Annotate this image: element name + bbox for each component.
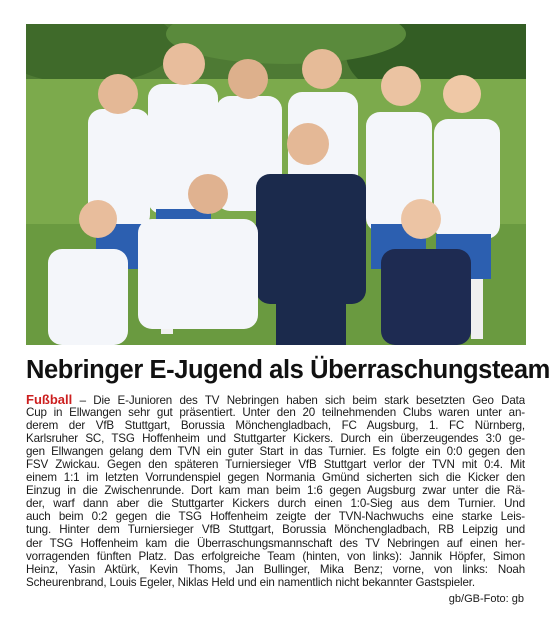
article-line: Scheurenbrand, Louis Egeler, Niklas Held und ein namentlich nicht bekannter Gastspieler.: [26, 575, 475, 589]
article-line: tung. Hinter dem Turniersieger VfB Stuttgart, Borussia Mönchengladbach, RB Leipzig und: [26, 523, 525, 537]
article-line: gen Ellwangen gelang dem TVN ein guter Start in das Turnier. Es folgte ein 0:0 gegen den: [26, 445, 525, 459]
team-photo-illustration: [26, 24, 526, 345]
article-line: vorragenden fünften Platz. Das erfolgreiche Team (hinten, von links): Jannik Höpfer, Simon: [26, 549, 525, 563]
photo-credit: gb/GB-Foto: gb: [448, 593, 524, 605]
headline: Nebringer E-Jugend als Überraschungsteam: [26, 356, 550, 384]
article-line: einem 1:1 im letzten Vorrundenspiel gegen Normania Gmünd sicherten sich die Kicker den: [26, 471, 525, 485]
article-line: Karlsruher SC, TSG Hoffenheim und Stuttgarter Kickers. Durch ein überzeugendes 3:0 ge-: [26, 432, 525, 446]
article-line: derem der VfB Stuttgart, Borussia Mönchengladbach, FC Augsburg, 1. FC Nürnberg,: [26, 419, 525, 433]
article-line: der, warf dann aber die Stuttgarter Kickers durch einen 1:0-Sieg aus dem Turnier. Und: [26, 497, 525, 511]
article-line: Heinz, Yasin Aktürk, Kevin Thoms, Jan Bullinger, Mika Benz; vorne, von links: Noah: [26, 562, 525, 576]
article-line: der TSG Hoffenheim kam die Überraschungsmannschaft des TV Nebringen auf einen her-: [26, 536, 525, 550]
article-line: Cup in Ellwangen sehr gut präsentiert. Unter den 20 teilnehmenden Clubs waren unter an-: [26, 406, 525, 420]
article-body: [26, 393, 525, 589]
article-line: Einzug in die Zwischenrunde. Dort kam man beim 1:6 gegen Augsburg zwar unter die Rä-: [26, 484, 525, 498]
kicker: Fußball: [26, 393, 73, 407]
team-photo: [26, 24, 526, 345]
article-line: Fußball – Die E-Junioren des TV Nebringen haben sich beim stark besetzten Geo Data: [26, 393, 525, 407]
article-line: FSV Zwickau. Gegen den späteren Turniersieger VfB Stuttgart verlor der TVN mit 0:4. Mit: [26, 458, 525, 472]
article-line: auch beim 0:2 gegen die TSG Hoffenheim zeigte der TVN-Nachwuchs eine starke Leis-: [26, 510, 525, 524]
